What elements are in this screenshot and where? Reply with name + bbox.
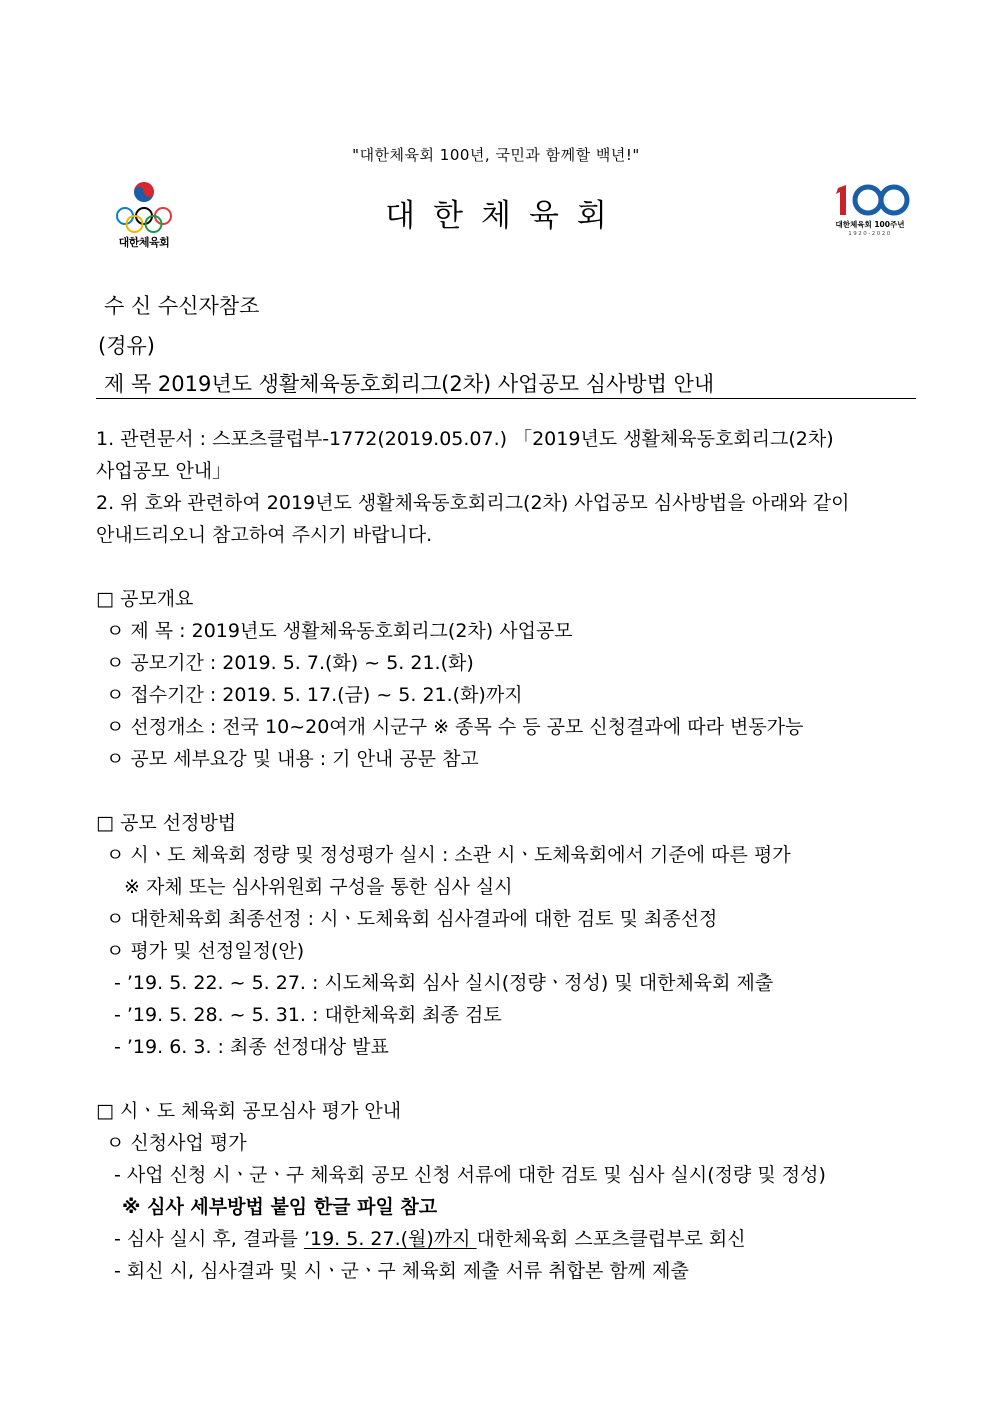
section-1-heading: □ 공모개요 (96, 588, 194, 610)
intro-line-1: 1. 관련문서 : 스포츠클럽부-1772(2019.05.07.) 「2019년도 생활체육동호회리그(2차) (96, 428, 834, 450)
section-3-heading: □ 시ㆍ도 체육회 공모심사 평가 안내 (96, 1100, 402, 1122)
s3-item-3-post: 대한체육회 스포츠클럽부로 회신 (476, 1228, 746, 1250)
s2-item-2: ㅇ 대한체육회 최종선정 : 시ㆍ도체육회 심사결과에 대한 검토 및 최종선정 (106, 908, 718, 930)
subject-line: 제 목 2019년도 생활체육동호회리그(2차) 사업공모 심사방법 안내 (104, 372, 715, 396)
s2-schedule-2: - ’19. 5. 28. ~ 5. 31. : 대한체육회 최종 검토 (114, 1004, 502, 1026)
header-divider (96, 398, 916, 399)
intro-line-3: 2. 위 호와 관련하여 2019년도 생활체육동호회리그(2차) 사업공모 심사방법을 아래와 같이 (96, 492, 850, 514)
section-2-heading: □ 공모 선정방법 (96, 812, 237, 834)
s1-item-3: ㅇ 접수기간 : 2019. 5. 17.(금) ~ 5. 21.(화)까지 (106, 684, 523, 706)
centennial-caption: 대한체육회 100주년 (835, 220, 905, 229)
s2-schedule-1: - ’19. 5. 22. ~ 5. 27. : 시도체육회 심사 실시(정량ㆍ정성) 및 대한체육회 제출 (114, 972, 774, 994)
s2-item-1: ㅇ 시ㆍ도 체육회 정량 및 정성평가 실시 : 소관 시ㆍ도체육회에서 기준에 따른 평가 (106, 844, 791, 866)
s1-item-4: ㅇ 선정개소 : 전국 10~20여개 시군구 ※ 종목 수 등 공모 신청결과에 따라 변동가능 (106, 716, 804, 738)
s2-schedule-3: - ’19. 6. 3. : 최종 선정대상 발표 (114, 1036, 389, 1058)
s3-item-1: ㅇ 신청사업 평가 (106, 1132, 247, 1154)
organization-title: 대한체육회 (385, 198, 625, 234)
s2-note: ※ 자체 또는 심사위원회 구성을 통한 심사 실시 (124, 876, 513, 898)
s3-item-3 (114, 1224, 746, 1251)
s3-item-4: - 회신 시, 심사결과 및 시ㆍ군ㆍ구 체육회 제출 서류 취합본 함께 제출 (114, 1260, 689, 1282)
intro-line-2: 사업공모 안내」 (96, 460, 232, 482)
via-line: (경유) (98, 334, 155, 358)
centennial-100-icon (828, 182, 912, 218)
centennial-logo (828, 182, 912, 240)
reply-deadline: ’19. 5. 27.(월)까지 (303, 1228, 477, 1250)
s1-item-2: ㅇ 공모기간 : 2019. 5. 7.(화) ~ 5. 21.(화) (106, 652, 474, 674)
centennial-years: 1920-2020 (848, 231, 892, 237)
logo-caption: 대한체육회 (118, 236, 170, 249)
intro-line-4: 안내드리오니 참고하여 주시기 바랍니다. (96, 524, 433, 546)
s1-item-5: ㅇ 공모 세부요강 및 내용 : 기 안내 공문 참고 (106, 748, 479, 770)
s3-item-2: - 사업 신청 시ㆍ군ㆍ구 체육회 공모 신청 서류에 대한 검토 및 심사 실시(정량 및 정성) (114, 1164, 826, 1186)
slogan: "대한체육회 100년, 국민과 함께할 백년!" (352, 146, 640, 164)
recipient-line: 수 신 수신자참조 (104, 294, 260, 318)
s2-item-3: ㅇ 평가 및 선정일정(안) (106, 940, 305, 962)
s3-note: ※ 심사 세부방법 붙임 한글 파일 참고 (122, 1196, 438, 1218)
s3-item-3-pre: - 심사 실시 후, 결과를 (114, 1228, 304, 1250)
s1-item-1: ㅇ 제 목 : 2019년도 생활체육동호회리그(2차) 사업공모 (106, 620, 573, 642)
